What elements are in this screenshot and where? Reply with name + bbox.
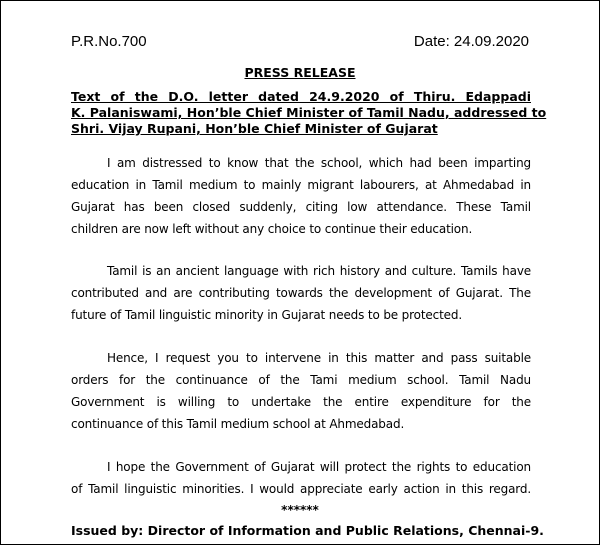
text-line: Hence, I request you to intervene in this matter and pass suitable [107,351,531,365]
paragraph-4 [71,456,531,500]
paragraph-1 [71,152,531,240]
text-line: I hope the Government of Gujarat will protect the rights to education [107,460,531,474]
paragraph-2 [71,260,531,326]
text-line: orders for the continuance of the Tami medium school. Tamil Nadu [71,373,531,387]
text-line: children are now left without any choice to continue their education. [71,222,473,236]
text-line: contributed and are contributing towards the development of Gujarat. The [71,286,531,300]
subject-heading [71,89,547,137]
text-line: Government is willing to undertake the entire expenditure for the [71,395,531,409]
text-line: education in Tamil medium to mainly migrant labourers, at Ahmedabad in [71,178,531,192]
text-line: Gujarat has been closed suddenly, citing low attendance. These Tamil [71,200,531,214]
document-title: PRESS RELEASE [244,65,356,80]
text-line: I am distressed to know that the school, which had been imparting [107,156,531,170]
subject-line: Shri. Vijay Rupani, Hon’ble Chief Minister of Gujarat [71,121,438,136]
subject-line: K. Palaniswami, Hon’ble Chief Minister of Tamil Nadu, addressed to [71,105,547,120]
paragraph-3 [71,347,531,435]
press-release-date: Date: 24.09.2020 [413,33,529,50]
issued-by: Issued by: Director of Information and Public Relations, Chennai-9. [71,523,544,538]
separator: ****** [281,503,319,517]
subject-line: Text of the D.O. letter dated 24.9.2020 of Thiru. Edappadi [71,89,531,104]
text-line: Tamil is an ancient language with rich history and culture. Tamils have [107,264,531,278]
text-line: future of Tamil linguistic minority in Gujarat needs to be protected. [71,308,463,322]
text-line: continuance of this Tamil medium school at Ahmedabad. [71,417,405,431]
text-line: of Tamil linguistic minorities. I would appreciate early action in this regard. [71,482,531,496]
press-release-number: P.R.No.700 [71,33,147,50]
